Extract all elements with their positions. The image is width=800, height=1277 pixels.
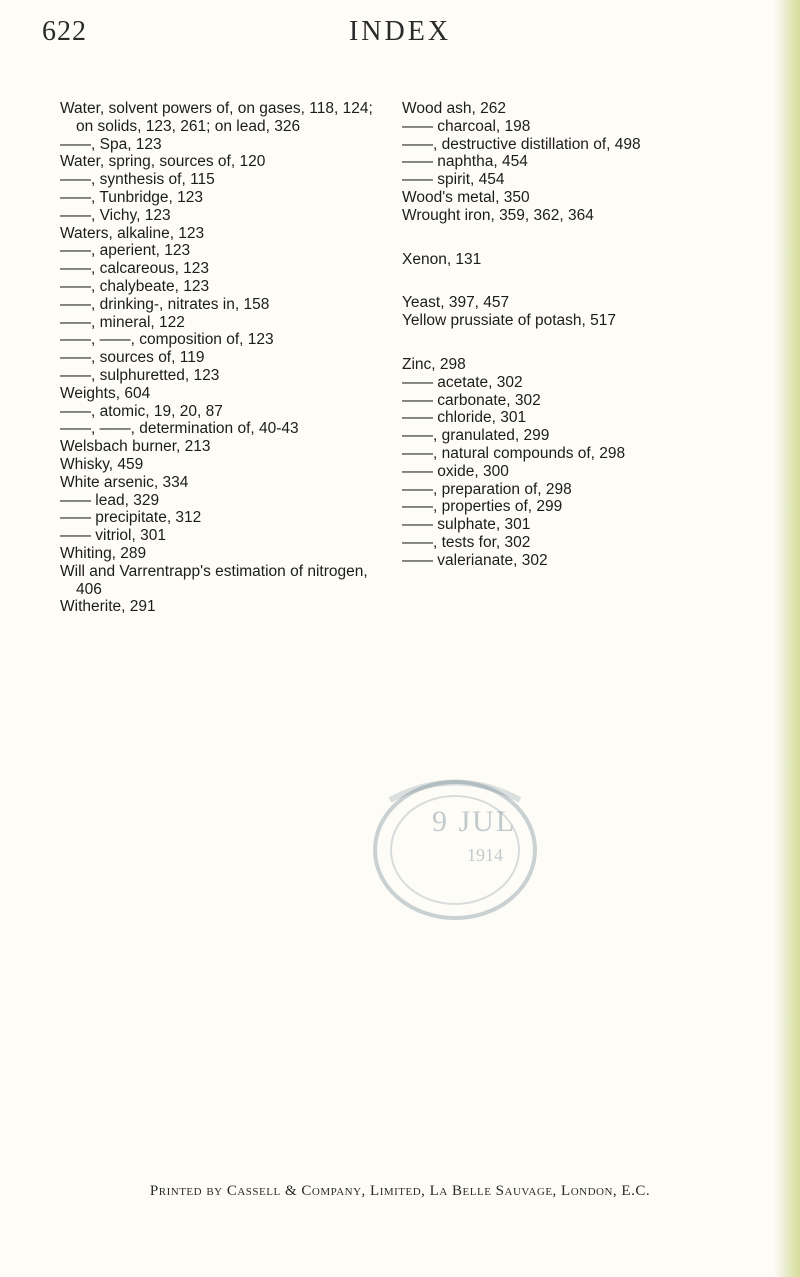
index-entry: Yellow prussiate of potash, 517 bbox=[402, 312, 616, 330]
index-subentry: ——, sulphuretted, 123 bbox=[60, 366, 220, 384]
index-subentry: ——, ——, composition of, 123 bbox=[60, 331, 274, 349]
index-subentry: —— spirit, 454 bbox=[402, 171, 505, 189]
index-subentry: ——, aperient, 123 bbox=[60, 242, 191, 260]
index-entry: Whiting, 289 bbox=[60, 544, 147, 562]
index-subentry: —— valerianate, 302 bbox=[402, 551, 548, 569]
index-subentry: ——, properties of, 299 bbox=[402, 498, 563, 516]
index-subentry: ——, Tunbridge, 123 bbox=[60, 188, 204, 206]
index-entry: White arsenic, 334 bbox=[60, 473, 189, 491]
index-entry: Wrought iron, 359, 362, 364 bbox=[402, 206, 594, 224]
index-subentry: ——, Vichy, 123 bbox=[60, 206, 171, 224]
index-subentry: ——, drinking-, nitrates in, 158 bbox=[60, 295, 270, 313]
index-entry: Yeast, 397, 457 bbox=[402, 294, 510, 312]
index-subentry: ——, mineral, 122 bbox=[60, 313, 185, 331]
index-subentry: —— lead, 329 bbox=[60, 491, 160, 509]
page-heading: INDEX bbox=[348, 16, 452, 47]
index-column-left bbox=[60, 100, 380, 616]
index-entry: Waters, alkaline, 123 bbox=[60, 224, 205, 242]
index-subentry: ——, Spa, 123 bbox=[60, 135, 162, 153]
index-entry: Weights, 604 bbox=[60, 384, 151, 402]
index-column-right bbox=[402, 100, 774, 570]
entry-gap bbox=[402, 330, 774, 356]
index-subentry: —— carbonate, 302 bbox=[402, 391, 541, 409]
index-subentry: ——, destructive distillation of, 498 bbox=[402, 135, 641, 153]
index-subentry: —— acetate, 302 bbox=[402, 373, 523, 391]
index-subentry: ——, synthesis of, 115 bbox=[60, 171, 215, 189]
index-subentry: ——, atomic, 19, 20, 87 bbox=[60, 402, 223, 420]
page-edge-shadow bbox=[774, 0, 800, 1277]
printer-imprint: Printed by Cassell & Company, Limited, La Belle Sauvage, London, E.C. bbox=[149, 1183, 651, 1199]
index-entry: Wood ash, 262 bbox=[402, 100, 506, 117]
index-subentry: —— oxide, 300 bbox=[402, 462, 509, 480]
index-subentry: ——, natural compounds of, 298 bbox=[402, 444, 626, 462]
index-entry: Witherite, 291 bbox=[60, 598, 156, 616]
index-subentry: —— vitriol, 301 bbox=[60, 527, 166, 545]
index-subentry: ——, chalybeate, 123 bbox=[60, 277, 210, 295]
index-subentry: ——, ——, determination of, 40-43 bbox=[60, 420, 299, 438]
stamp-date-text: 9 JUL bbox=[432, 805, 517, 838]
index-subentry: ——, calcareous, 123 bbox=[60, 260, 210, 278]
index-entry: Wood's metal, 350 bbox=[402, 188, 530, 206]
index-subentry: —— charcoal, 198 bbox=[402, 117, 531, 135]
stamp-year-text: 1914 bbox=[467, 845, 503, 865]
index-entry: Whisky, 459 bbox=[60, 455, 144, 473]
page-number: 622 bbox=[42, 16, 87, 47]
index-entry: Zinc, 298 bbox=[402, 355, 466, 373]
index-subentry: —— chloride, 301 bbox=[402, 409, 527, 427]
library-stamp-icon bbox=[360, 770, 550, 930]
index-entry: Water, solvent powers of, on gases, 118, 124; on solids, 123, 261; on lead, 326 bbox=[60, 100, 373, 135]
index-subentry: ——, preparation of, 298 bbox=[402, 480, 572, 498]
index-subentry: —— precipitate, 312 bbox=[60, 509, 202, 527]
index-entry: Xenon, 131 bbox=[402, 250, 482, 268]
index-subentry: —— sulphate, 301 bbox=[402, 516, 531, 534]
index-entry: Welsbach burner, 213 bbox=[60, 438, 211, 456]
index-entry: Will and Varrentrapp's estimation of nitrogen, 406 bbox=[60, 562, 368, 598]
index-subentry: —— naphtha, 454 bbox=[402, 153, 528, 171]
index-subentry: ——, granulated, 299 bbox=[402, 427, 550, 445]
index-subentry: ——, sources of, 119 bbox=[60, 349, 205, 367]
entry-gap bbox=[402, 225, 774, 251]
index-subentry: ——, tests for, 302 bbox=[402, 533, 531, 551]
index-entry: Water, spring, sources of, 120 bbox=[60, 153, 266, 171]
entry-gap bbox=[402, 268, 774, 294]
